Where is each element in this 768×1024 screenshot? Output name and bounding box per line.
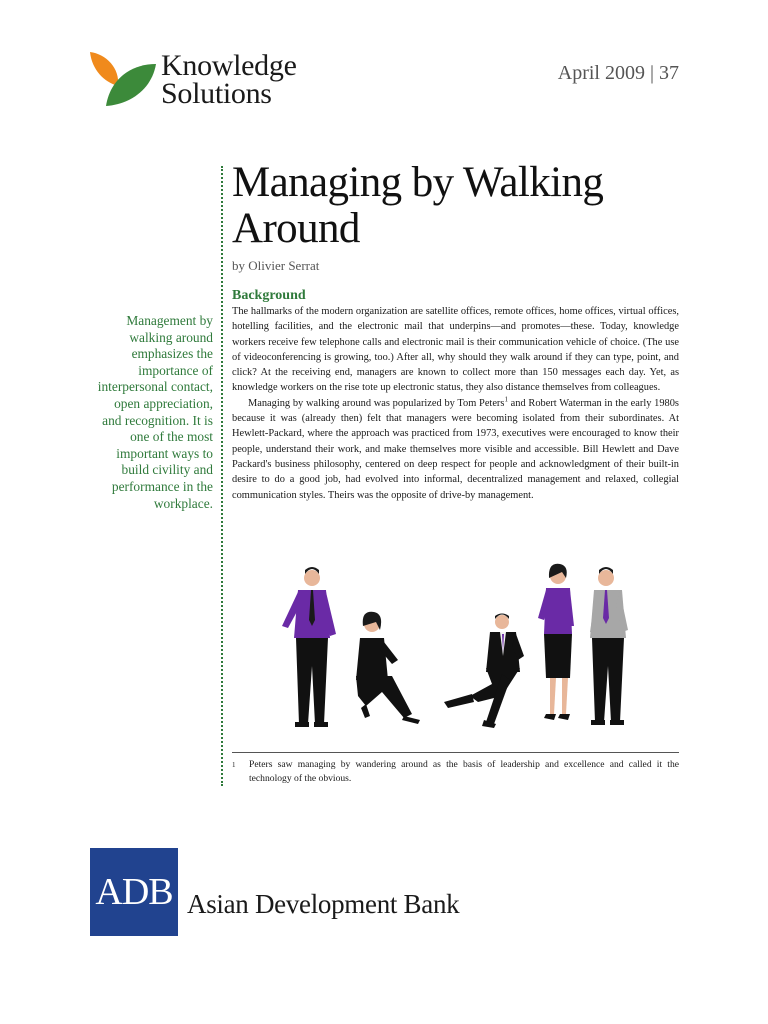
footnote-marker: 1 <box>232 761 236 769</box>
brand-line-2: Solutions <box>161 77 272 110</box>
body-paragraph: The hallmarks of the modern organization are satellite offices, remote offices, home offices, virtual offices, hotelling facilities, and the electronic mail that underpins—and promotes—these. Today, knowledge workers receive few telephone calls and electronic mail is their communication vehicle of choice. (The use of videoconferencing is growing, too.) After all, why should they walk around if they can type, point, and click? At the receiving end, managers are known to collect more than 150 messages each day. Yet, as knowledge workers on the rise tote up electronic status, they also distance themselves from colleagues. <box>232 306 679 394</box>
section-heading: Background <box>232 288 306 303</box>
brand-wordmark <box>161 49 297 110</box>
footnote-rule <box>232 752 679 753</box>
leaf-logo-icon <box>86 50 158 108</box>
dotted-divider <box>221 166 223 786</box>
article-title: Managing by Walking Around <box>232 159 604 252</box>
person-seated-woman <box>356 612 420 724</box>
footnote <box>232 758 679 786</box>
byline: by Olivier Serrat <box>232 258 320 273</box>
business-people-illustration <box>262 556 652 736</box>
article-body <box>232 304 679 503</box>
person-standing-woman-purple <box>538 564 574 720</box>
pull-quote: Management by walking around emphasizes the importance of interpersonal contact, open appreciation, and recognition. It is one of the most important ways to build civility and performance in the workplace. <box>97 313 213 511</box>
footnote-text: Peters saw managing by wandering around as the basis of leadership and excellence and called it the technology of the obvious. <box>249 759 679 784</box>
publisher-name: Asian Development Bank <box>187 889 460 919</box>
body-paragraph <box>232 396 679 503</box>
footnote-reference[interactable]: 1 <box>504 395 508 404</box>
paragraph-text: Managing by walking around was popularized by Tom Peters <box>248 397 505 409</box>
issue-date: April 2009 | 37 <box>557 62 679 84</box>
person-standing-grey-shirt <box>590 567 628 725</box>
person-standing-purple-shirt <box>282 567 336 727</box>
paragraph-text: and Robert Waterman in the early 1980s because it was (already then) felt that managers were becoming isolated from their subordinates. At Hewlett-Packard, where the approach was practiced from 1973, executives were encouraged to know their people, understand their work, and make themselves more visible and accessible. Bill Hewlett and Dave Packard's business philosophy, centered on deep respect for people and acknowledgment of their built-in desire to do a good job, had evolved into informal, decentralized management and relaxed, collegial communication styles. Theirs was the opposite of drive-by management. <box>232 397 679 501</box>
brand-line-1: Knowledge <box>161 49 297 82</box>
person-seated-man-laptop <box>444 614 524 729</box>
adb-logo: ADB <box>90 848 178 936</box>
